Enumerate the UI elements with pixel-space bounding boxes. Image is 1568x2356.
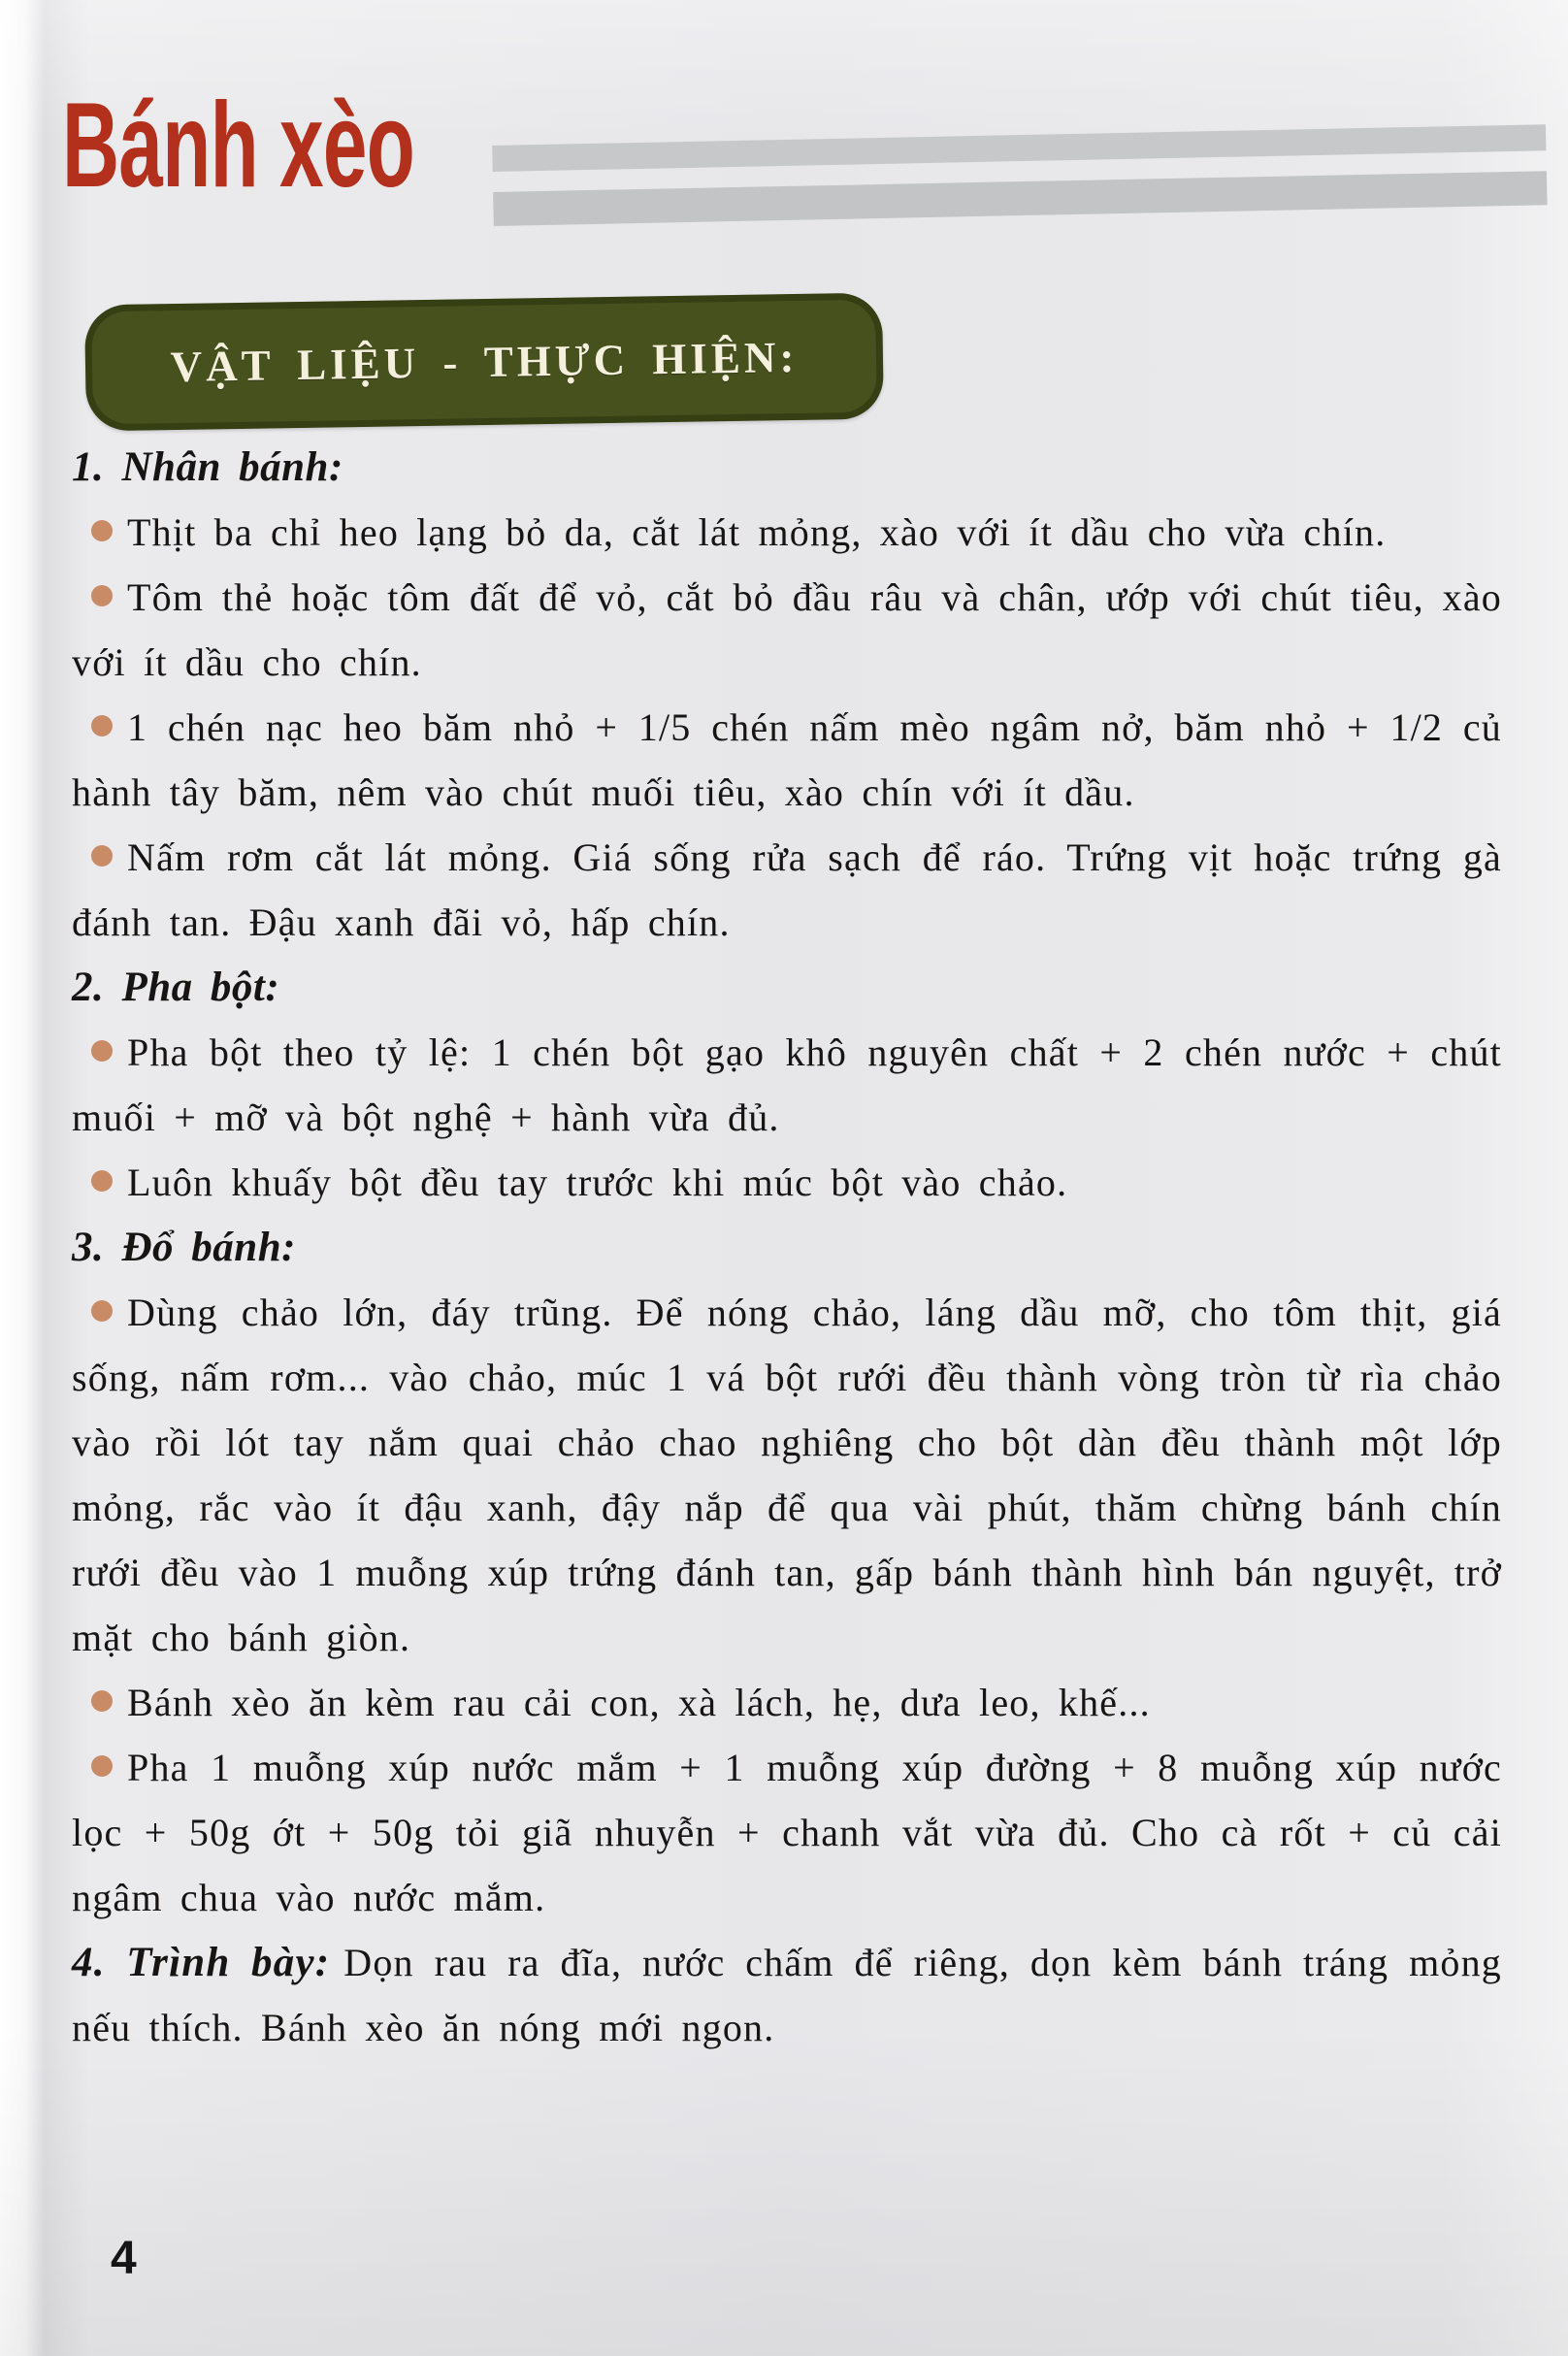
bullet-icon	[91, 1755, 113, 1777]
bullet-icon	[91, 1040, 113, 1062]
title-rule-bottom	[493, 171, 1547, 226]
item-text: Pha 1 muỗng xúp nước mắm + 1 muỗng xúp đường + 8 muỗng xúp nước lọc + 50g ớt + 50g tỏi giã nhuyễn + chanh vắt vừa đủ. Cho cà rốt + củ cải ngâm chua vào nước mắm.	[72, 1746, 1502, 1919]
title-rule-top	[492, 124, 1546, 172]
item-text: Luôn khuấy bột đều tay trước khi múc bột vào chảo.	[127, 1161, 1068, 1204]
recipe-item	[72, 500, 1502, 565]
title-rules	[492, 124, 1547, 226]
recipe-body	[72, 435, 1502, 2060]
recipe-item	[72, 565, 1502, 695]
item-text: Tôm thẻ hoặc tôm đất để vỏ, cắt bỏ đầu râu và chân, ướp với chút tiêu, xào với ít dầu cho chín.	[72, 575, 1502, 684]
recipe-item	[72, 1735, 1502, 1930]
badge-label: VẬT LIỆU - THỰC HIỆN:	[170, 332, 799, 392]
item-text: Thịt ba chỉ heo lạng bỏ da, cắt lát mỏng, xào với ít dầu cho vừa chín.	[127, 510, 1387, 554]
bullet-icon	[91, 1300, 113, 1322]
section-heading-pha-bot: 2. Pha bột:	[72, 965, 280, 1010]
bullet-icon	[91, 1170, 113, 1192]
bullet-icon	[91, 845, 113, 867]
item-text: Pha bột theo tỷ lệ: 1 chén bột gạo khô nguyên chất + 2 chén nước + chút muối + mỡ và bột nghệ + hành vừa đủ.	[72, 1031, 1502, 1139]
recipe-item	[72, 1280, 1502, 1670]
item-text: 1 chén nạc heo băm nhỏ + 1/5 chén nấm mèo ngâm nở, băm nhỏ + 1/2 củ hành tây băm, nêm vào chút muối tiêu, xào chín với ít dầu.	[72, 705, 1502, 814]
recipe-item	[72, 695, 1502, 825]
section-text: Dọn rau ra đĩa, nước chấm để riêng, dọn kèm bánh tráng mỏng nếu thích. Bánh xèo ăn nóng mới ngon.	[72, 1941, 1502, 2049]
page-number: 4	[111, 2233, 137, 2284]
item-text: Bánh xèo ăn kèm rau cải con, xà lách, hẹ, dưa leo, khế...	[127, 1681, 1151, 1724]
item-text: Nấm rơm cắt lát mỏng. Giá sống rửa sạch để ráo. Trứng vịt hoặc trứng gà đánh tan. Đậu xanh đãi vỏ, hấp chín.	[72, 835, 1502, 944]
section-heading-do-banh: 3. Đổ bánh:	[72, 1225, 296, 1270]
bullet-icon	[91, 1690, 113, 1712]
recipe-item	[72, 1150, 1502, 1215]
item-text: Dùng chảo lớn, đáy trũng. Để nóng chảo, láng dầu mỡ, cho tôm thịt, giá sống, nấm rơm... vào chảo, múc 1 vá bột rưới đều thành vòng tròn từ rìa chảo vào rồi lót tay nắm quai chảo chao nghiêng cho bột dàn đều thành một lớp mỏng, rắc vào ít đậu xanh, đậy nắp để qua vài phút, thăm chừng bánh chín rưới đều vào 1 muỗng xúp trứng đánh tan, gấp bánh thành hình bán nguyệt, trở mặt cho bánh giòn.	[72, 1291, 1502, 1659]
bullet-icon	[91, 520, 113, 541]
section-heading-trinh-bay: 4. Trình bày:	[72, 1940, 331, 1985]
ingredients-method-badge	[84, 293, 884, 432]
section-heading-nhan-banh: 1. Nhân bánh:	[72, 444, 343, 490]
recipe-item	[72, 1020, 1502, 1150]
recipe-item	[72, 825, 1502, 955]
section-trinh-bay	[72, 1930, 1502, 2060]
bullet-icon	[91, 585, 113, 606]
bullet-icon	[91, 715, 113, 736]
page-title: Bánh xèo	[62, 79, 415, 213]
recipe-item	[72, 1670, 1502, 1735]
